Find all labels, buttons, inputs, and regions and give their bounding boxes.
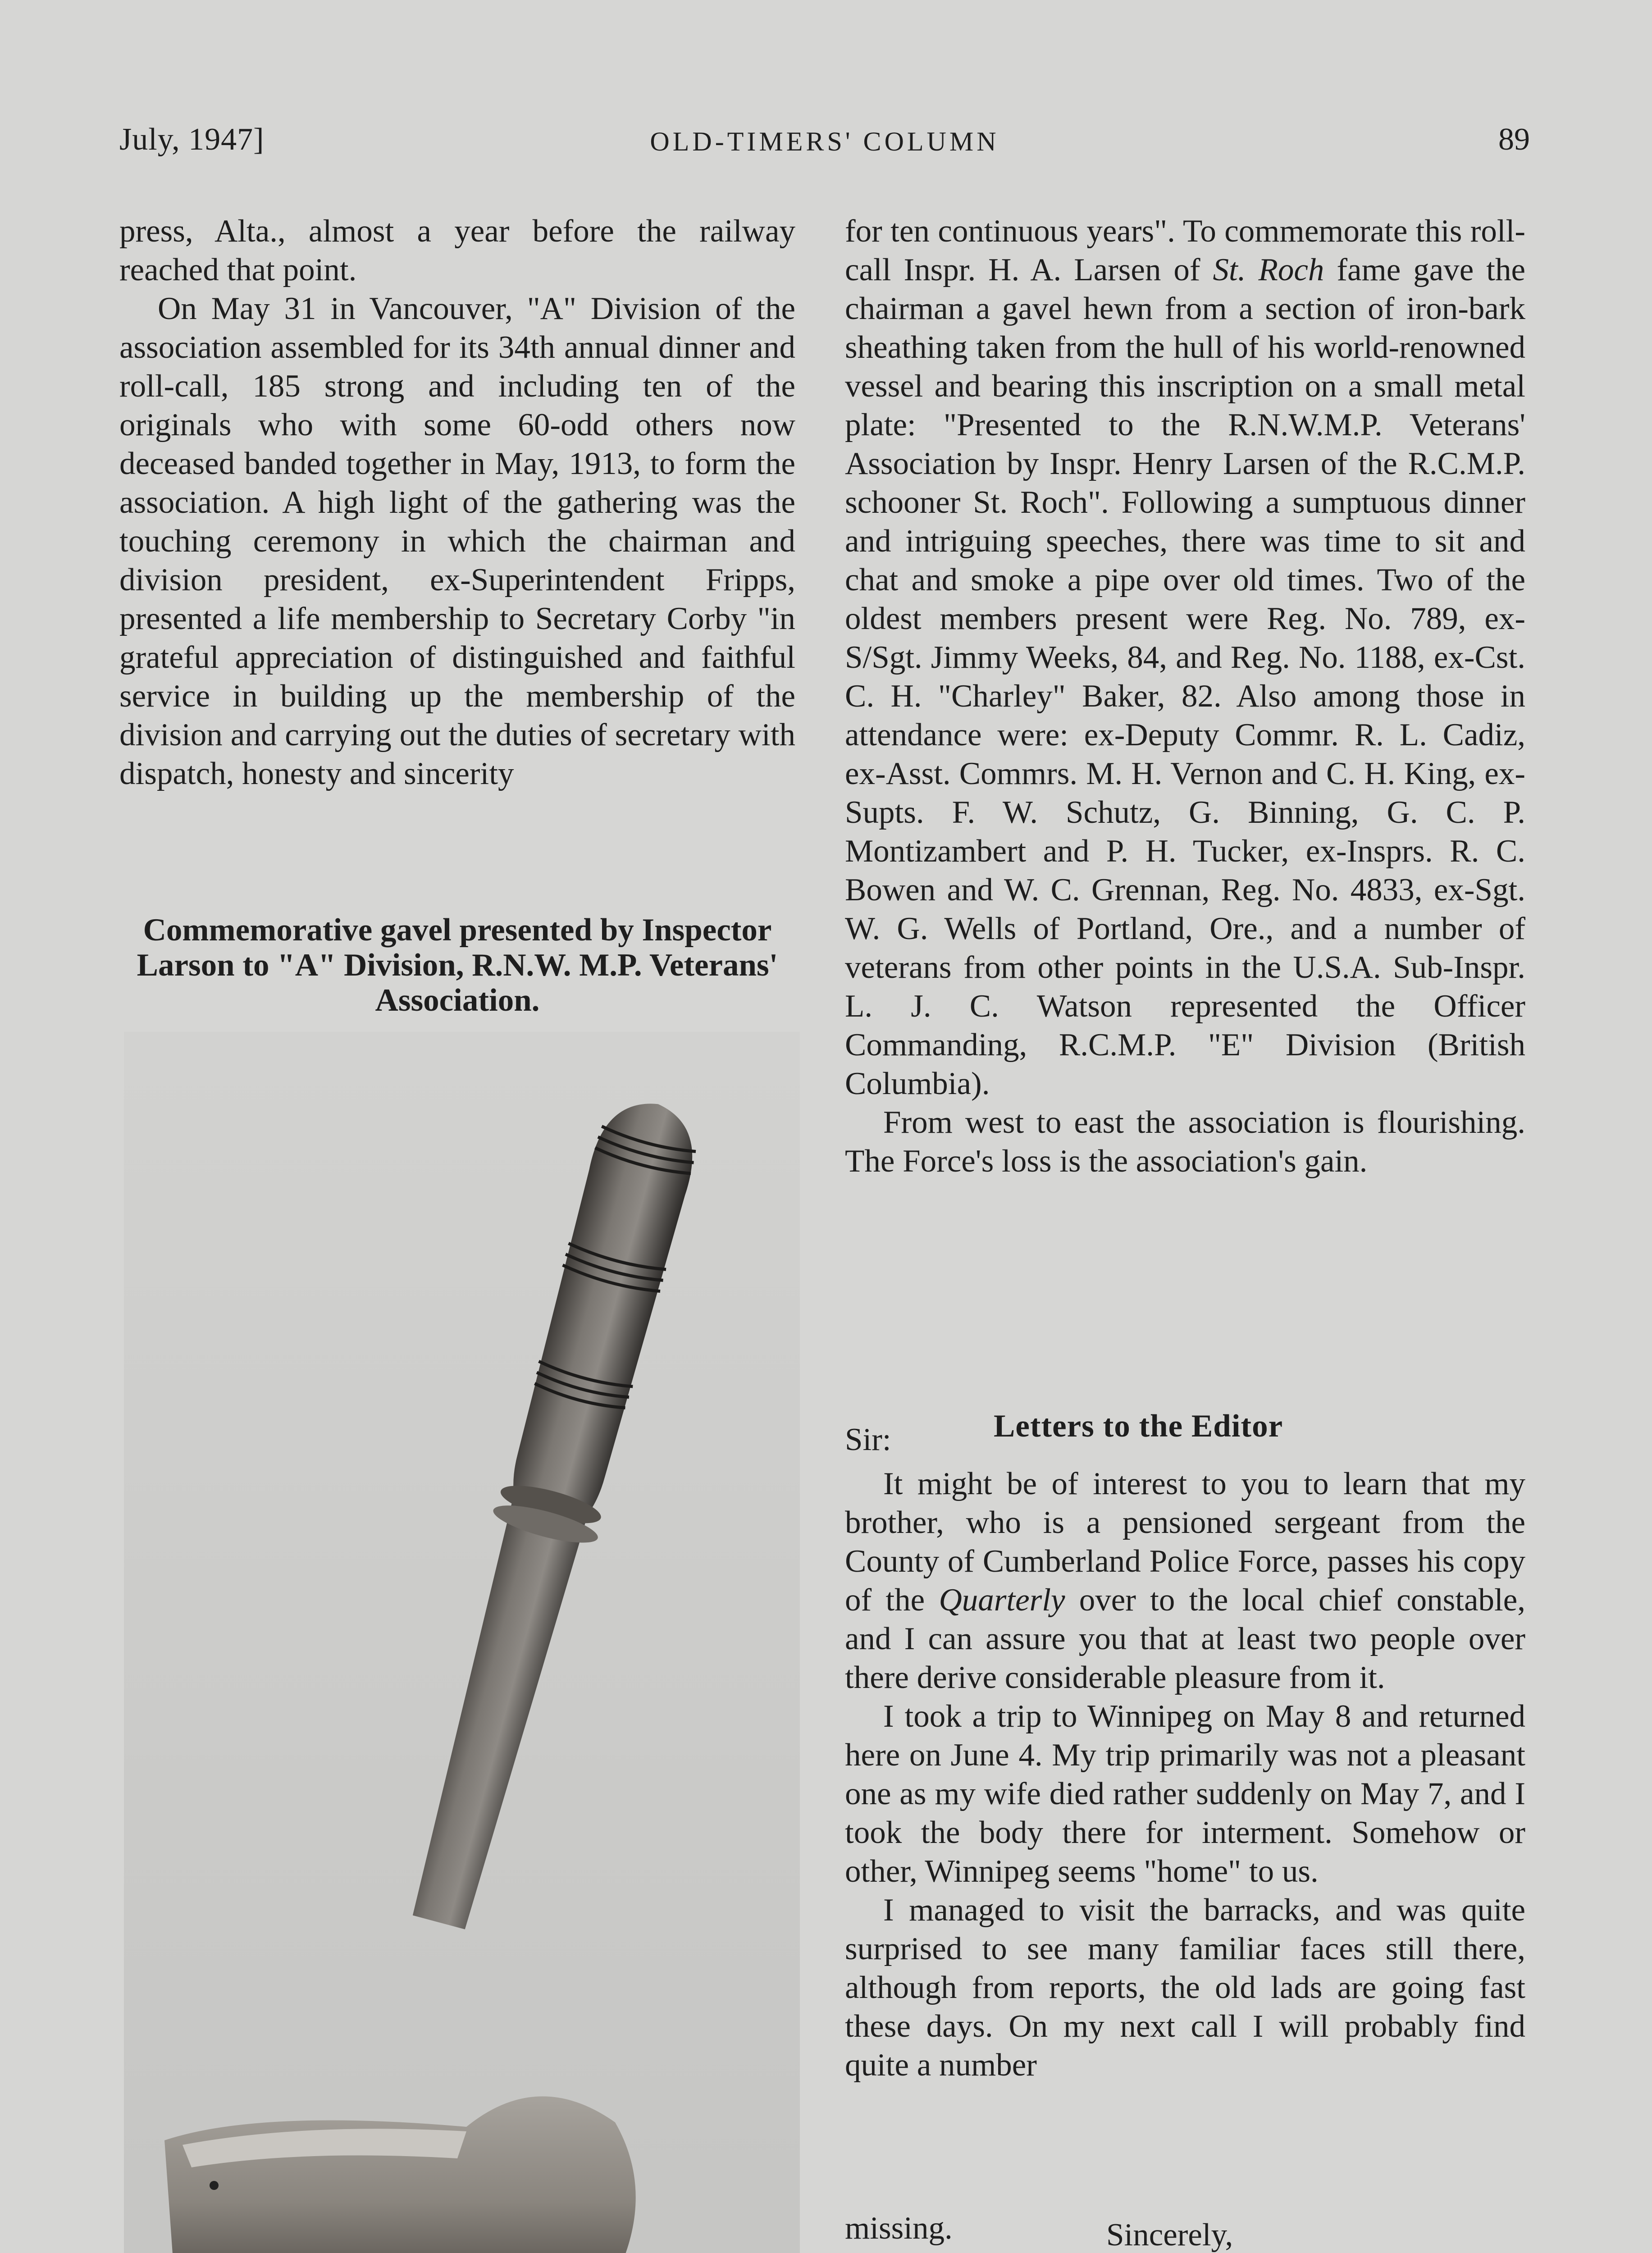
text-run: over to the local chief constable, and I can assure you that at least two people over there derive considerable pleasure from it. (845, 1583, 1525, 1695)
page-header (119, 113, 1530, 162)
page-number: 89 (1498, 122, 1530, 157)
sincerely: Sincerely, (1106, 2217, 1233, 2253)
salutation: Sir: (845, 1422, 891, 1457)
vessel-name: St. Roch (1213, 252, 1324, 287)
left-column (119, 212, 795, 793)
paragraph: I took a trip to Winnipeg on May 8 and returned here on June 4. My trip primarily was not a pleasant one as my wife died rather suddenly on May 7, and I took the body there for interment. Somehow or other, Winnipeg seems "home" to us. (845, 1699, 1525, 1889)
paragraph: I managed to visit the barracks, and was quite surprised to see many familiar faces still there, although from reports, the old lads are going fast these days. On my next call I will probably find quite a number (845, 1893, 1525, 2083)
paragraph: From west to east the association is flourishing. The Force's loss is the association's gain. (845, 1105, 1525, 1179)
text-run: It might be of interest to you to learn that my brother, who is a pensioned sergeant from the County of Cumberland Police Force, passes his copy of the (845, 1466, 1525, 1618)
paragraph (845, 212, 1525, 1103)
gavel-photo (124, 1032, 800, 2253)
issue-date: July, 1947] (119, 122, 265, 157)
paragraph: press, Alta., almost a year before the railway reached that point. (119, 214, 795, 287)
section-title: Letters to the Editor (994, 1409, 1283, 1444)
letters-heading (845, 1408, 1525, 1457)
paragraph (845, 1464, 1525, 1697)
magazine-name: Quarterly (939, 1583, 1065, 1618)
paragraph: On May 31 in Vancouver, "A" Division of the association assembled for its 34th annual dinner and roll-call, 185 strong and including ten of the originals who with some 60-odd others now deceased banded together in May, 1913, to form the association. A high light of the gathering was the touching ceremony in which the chairman and division president, ex-Superintendent Fripps, presented a life membership to Secretary Corby "in grateful appreciation of distinguished and faithful service in building up the membership of the division and carrying out the duties of secretary with dispatch, honesty and sincerity (119, 291, 795, 791)
photo-caption: Commemorative gavel presented by Inspector Larson to "A" Division, R.N.W. M.P. Veterans' Association. (137, 912, 778, 1018)
closing-line (845, 2210, 953, 2247)
missing-word: missing. (845, 2211, 953, 2246)
right-column (845, 212, 1525, 1181)
letter-body (845, 1464, 1525, 2084)
text-run: fame gave the chairman a gavel hewn from a section of iron-bark sheathing taken from the hull of his world-renowned vessel and bearing this inscription on a small metal plate: "Presented to the R.N.W.M.P. Veterans' Association by Inspr. Henry Larsen of the R.C.M.P. schooner St. Roch". Following a sumptuous dinner and intriguing speeches, there was time to sit and chat and smoke a pipe over old times. Two of the oldest members present were Reg. No. 789, ex-S/Sgt. Jimmy Weeks, 84, and Reg. No. 1188, ex-Cst. C. H. "Charley" Baker, 82. Also among those in attendance were: ex-Deputy Commr. R. L. Cadiz, ex-Asst. Commrs. M. H. Vernon and C. H. King, ex-Supts. F. W. Schutz, G. Binning, G. C. P. Montizambert and P. H. Tucker, ex-Insprs. R. C. Bowen and W. C. Grennan, Reg. No. 4833, ex-Sgt. W. G. Wells of Portland, Ore., and a number of veterans from other points in the U.S.A. Sub-Inspr. L. J. C. Watson represented the Officer Commanding, R.C.M.P. "E" Division (British Columbia). (845, 252, 1525, 1101)
running-title: OLD-TIMERS' COLUMN (650, 127, 999, 156)
text-run: for ten continuous years". To commemorate this roll-call Inspr. H. A. Larsen of (845, 214, 1525, 287)
